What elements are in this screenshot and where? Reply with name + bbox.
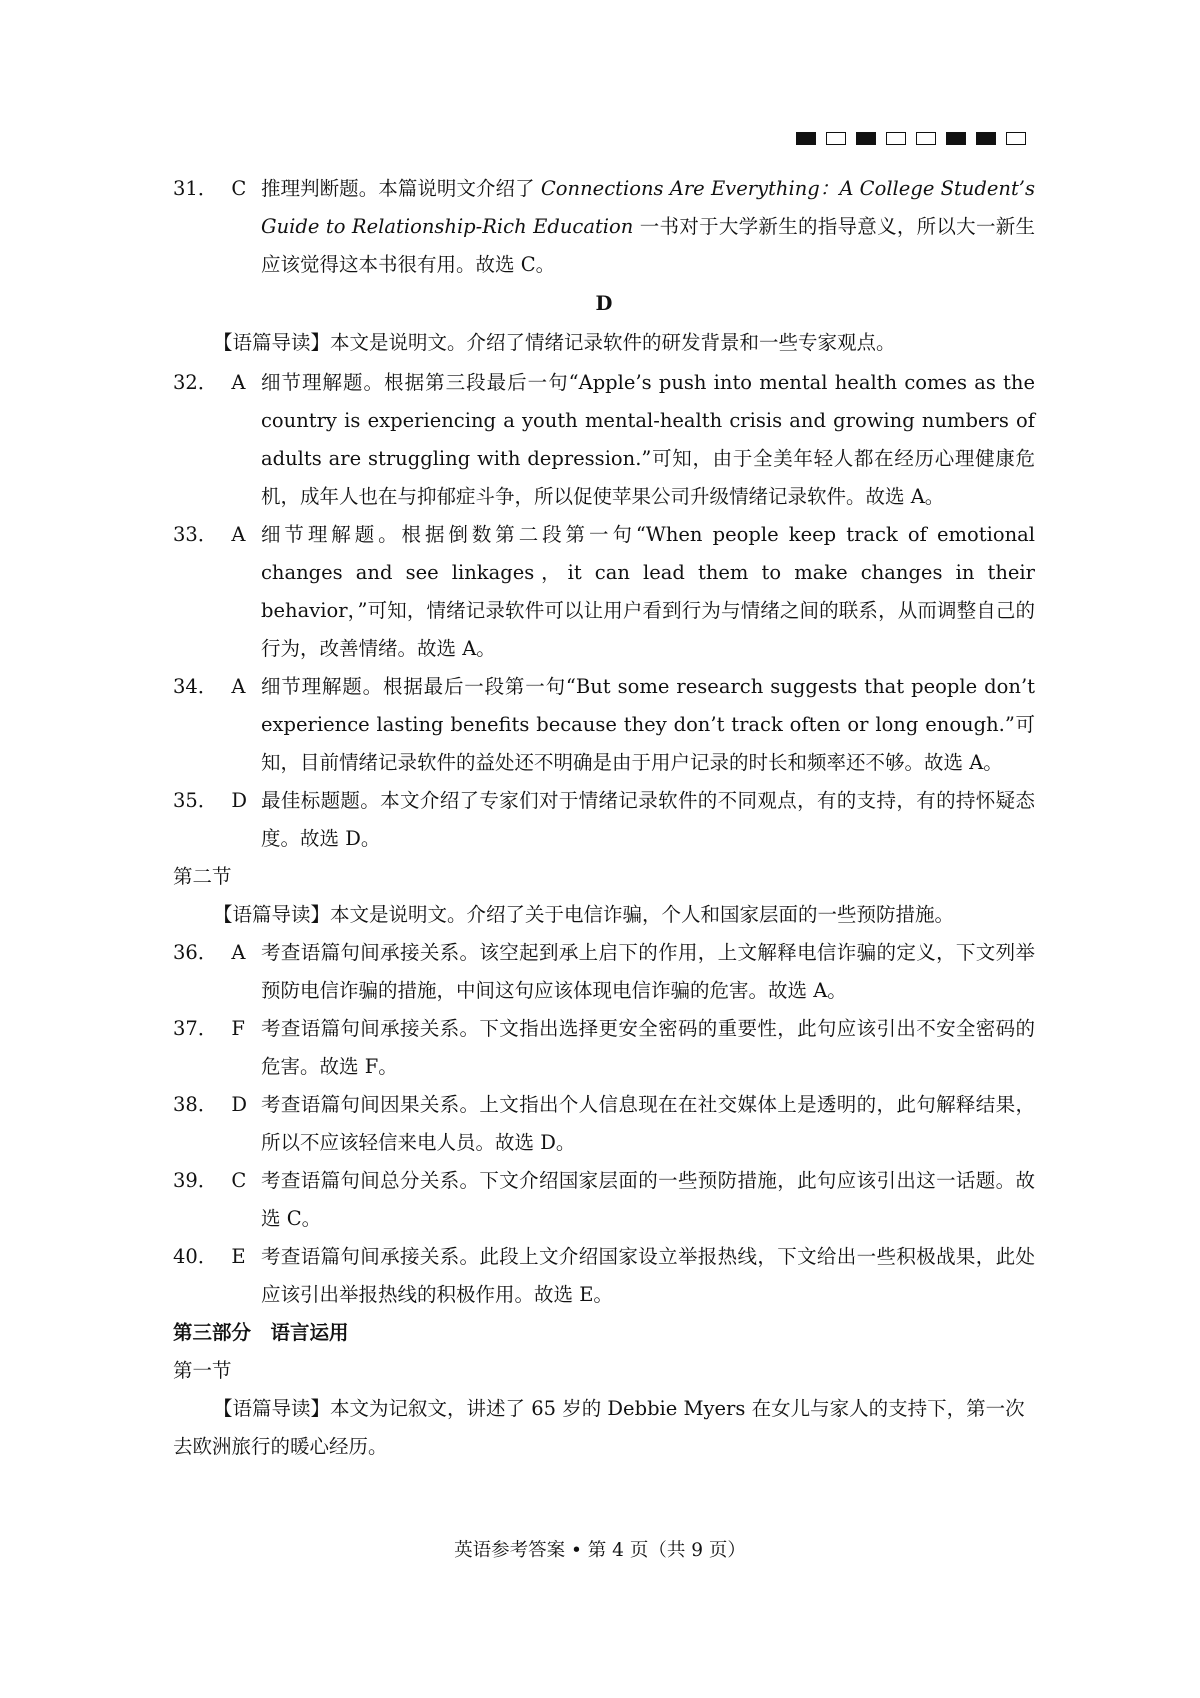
passage-intro-part-3: 【语篇导读】本文为记叙文，讲述了 65 岁的 Debbie Myers 在女儿与家人的支持下，第一次去欧洲旅行的暖心经历。 bbox=[173, 1397, 1025, 1458]
filled-square-icon bbox=[976, 132, 996, 145]
answer-content bbox=[173, 170, 1035, 1466]
section-2-heading: 第二节 bbox=[173, 865, 232, 888]
section-1-heading: 第一节 bbox=[173, 1359, 232, 1382]
answer-letter: C bbox=[231, 1169, 247, 1192]
explanation-text: 考查语篇句间承接关系。此段上文介绍国家设立举报热线，下文给出一些积极战果，此处应该引出举报热线的积极作用。故选 E。 bbox=[261, 1245, 1035, 1306]
filled-square-icon bbox=[946, 132, 966, 145]
answer-letter: F bbox=[231, 1017, 245, 1040]
empty-square-icon bbox=[886, 132, 906, 145]
question-number: 38． D bbox=[173, 1093, 247, 1116]
question-number: 33． A bbox=[173, 523, 246, 546]
question-number: 34． A bbox=[173, 675, 246, 698]
answer-item bbox=[173, 782, 1035, 858]
part-3-heading: 第三部分 语言运用 bbox=[173, 1321, 349, 1344]
answer-item-31 bbox=[173, 170, 1035, 284]
passage-intro-d: 【语篇导读】本文是说明文。介绍了情绪记录软件的研发背景和一些专家观点。 bbox=[213, 331, 896, 354]
page-footer: 英语参考答案 • 第 4 页（共 9 页） bbox=[454, 1540, 746, 1561]
answer-item bbox=[173, 1238, 1035, 1314]
answer-item bbox=[173, 1162, 1035, 1238]
answer-item bbox=[173, 516, 1035, 668]
question-number: 35． D bbox=[173, 789, 247, 812]
answer-letter: D bbox=[231, 1093, 247, 1116]
answer-letter: C bbox=[231, 177, 247, 200]
question-number: 37． F bbox=[173, 1017, 245, 1040]
empty-square-icon bbox=[916, 132, 936, 145]
answer-item bbox=[173, 1010, 1035, 1086]
answer-item bbox=[173, 934, 1035, 1010]
question-number: 40． E bbox=[173, 1245, 246, 1268]
answer-list-d bbox=[173, 364, 1035, 858]
empty-square-icon bbox=[1006, 132, 1026, 145]
explanation-text: 细节理解题。根据倒数第二段第一句“When people keep track of emotional changes and see linkages，it can lead them to make changes in their behavior，”可知，情绪记录软件可以让用户看到行为与情绪之间的联系，从而调整自己的行为，改善情绪。故选 A。 bbox=[261, 523, 1035, 660]
answer-letter: E bbox=[231, 1245, 246, 1268]
answer-letter: A bbox=[231, 371, 246, 394]
answer-item bbox=[173, 1086, 1035, 1162]
answer-letter: A bbox=[231, 523, 246, 546]
filled-square-icon bbox=[796, 132, 816, 145]
question-number: 39． C bbox=[173, 1169, 247, 1192]
answer-item bbox=[173, 364, 1035, 516]
header-marker-squares bbox=[796, 132, 1036, 145]
empty-square-icon bbox=[826, 132, 846, 145]
answer-letter: D bbox=[231, 789, 247, 812]
passage-intro-section-2: 【语篇导读】本文是说明文。介绍了关于电信诈骗，个人和国家层面的一些预防措施。 bbox=[213, 903, 955, 926]
question-number: 32． A bbox=[173, 371, 246, 394]
explanation-text: 考查语篇句间因果关系。上文指出个人信息现在在社交媒体上是透明的，此句解释结果，所以不应该轻信来电人员。故选 D。 bbox=[261, 1093, 1035, 1154]
answer-letter: A bbox=[231, 675, 246, 698]
book-title: Connections Are Everything：A College Student’s Guide to Relationship-Rich Education bbox=[261, 177, 1035, 238]
answer-item bbox=[173, 668, 1035, 782]
explanation-text: 细节理解题。根据第三段最后一句“Apple’s push into mental health comes as the country is experiencing a youth mental-health crisis and growing numbers of adults are struggling with depression.”可知，由于全美年轻人都在经历心理健康危机，成年人也在与抑郁症斗争，所以促使苹果公司升级情绪记录软件。故选 A。 bbox=[261, 371, 1035, 508]
question-number: 31． C bbox=[173, 177, 247, 200]
answer-letter: A bbox=[231, 941, 246, 964]
explanation-text: 考查语篇句间承接关系。下文指出选择更安全密码的重要性，此句应该引出不安全密码的危害。故选 F。 bbox=[261, 1017, 1035, 1078]
explanation-text: 细节理解题。根据最后一段第一句“But some research suggests that people don’t experience lasting benefits because they don’t track often or long enough.”可知，目前情绪记录软件的益处还不明确是由于用户记录的时长和频率还不够。故选 A。 bbox=[261, 675, 1035, 774]
explanation-text: 最佳标题题。本文介绍了专家们对于情绪记录软件的不同观点，有的支持，有的持怀疑态度。故选 D。 bbox=[261, 789, 1035, 850]
explanation-text: 推理判断题。本篇说明文介绍了 Connections Are Everything：A College Student’s Guide to Relationship-Rich Education 一书对于大学新生的指导意义，所以大一新生应该觉得这本书很有用。故选 C。 bbox=[261, 177, 1035, 276]
explanation-text: 考查语篇句间总分关系。下文介绍国家层面的一些预防措施，此句应该引出这一话题。故选 C。 bbox=[261, 1169, 1035, 1230]
question-number: 36． A bbox=[173, 941, 246, 964]
answer-list-section-2 bbox=[173, 934, 1035, 1314]
filled-square-icon bbox=[856, 132, 876, 145]
explanation-text: 考查语篇句间承接关系。该空起到承上启下的作用，上文解释电信诈骗的定义，下文列举预防电信诈骗的措施，中间这句应该体现电信诈骗的危害。故选 A。 bbox=[261, 941, 1035, 1002]
section-d-heading: D bbox=[595, 292, 613, 315]
